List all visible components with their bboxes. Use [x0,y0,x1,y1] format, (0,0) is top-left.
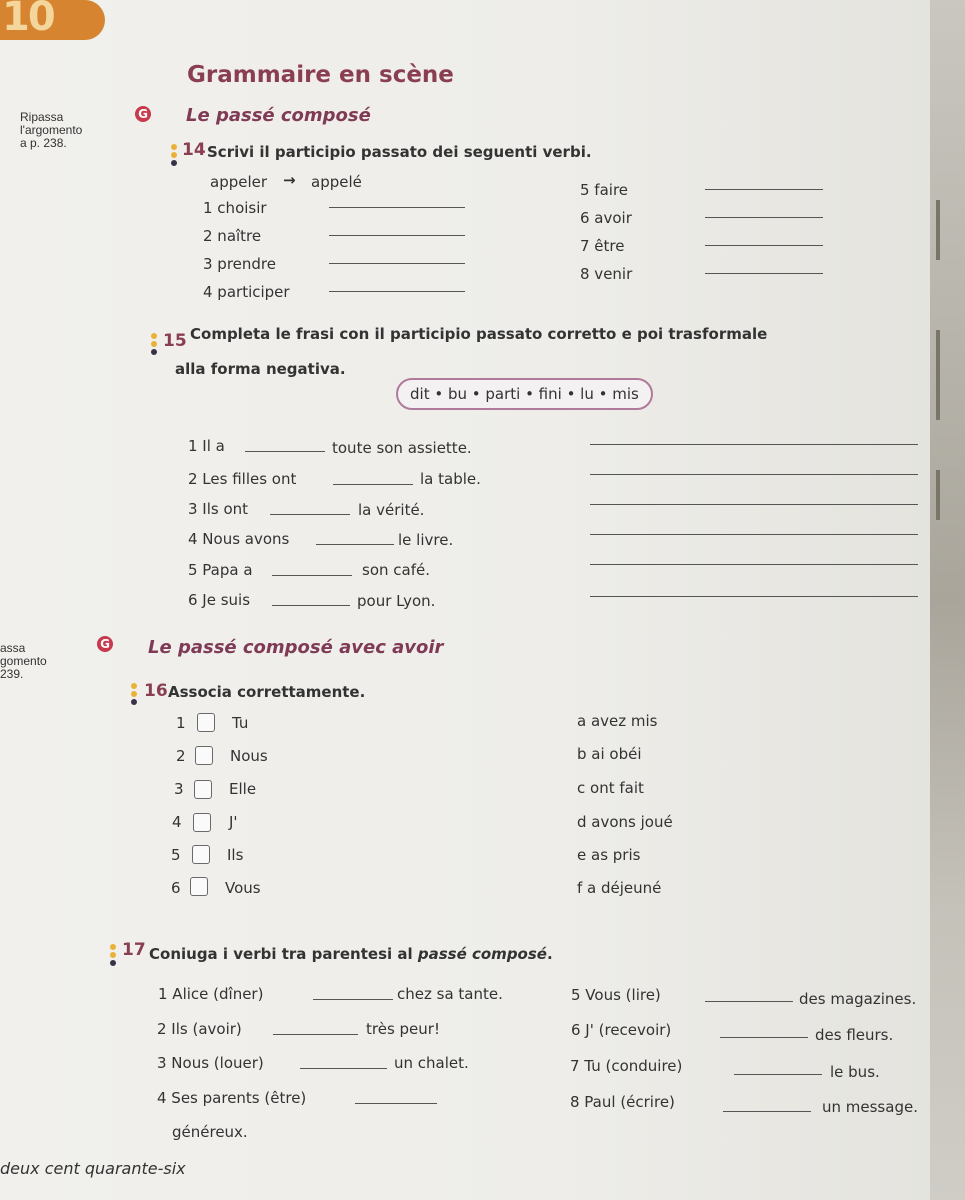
match-subject: Nous [230,747,268,765]
negative-answer-line[interactable] [590,534,918,535]
conjugation-start: 1 Alice (dîner) [158,985,264,1003]
negative-answer-line[interactable] [590,564,918,565]
match-number: 2 [176,747,186,765]
conjugation-end: très peur! [366,1020,440,1038]
blank-line[interactable] [300,1068,387,1069]
answer-line[interactable] [705,217,823,218]
conjugation-start: 8 Paul (écrire) [570,1093,675,1111]
match-checkbox[interactable] [193,813,211,832]
grammar-icon: G [97,636,113,652]
sentence-start: 2 Les filles ont [188,470,297,488]
unit-number: 10 [2,0,54,40]
review-note-line: Ripassa [20,110,64,124]
match-verb: d avons joué [577,813,673,831]
conjugation-end: le bus. [830,1063,880,1081]
review-note-1 [20,111,82,150]
blank-line[interactable] [245,451,325,452]
verb-item: 7 être [580,237,625,255]
match-subject: Tu [232,714,249,732]
difficulty-dots [151,333,158,357]
review-note-line: gomento [0,654,47,668]
match-verb: e as pris [577,846,641,864]
sentence-end: la table. [420,470,481,488]
match-verb: c ont fait [577,779,644,797]
answer-line[interactable] [705,189,823,190]
blank-line[interactable] [333,484,413,485]
review-note-line: a p. 238. [20,136,67,150]
edge-mark [936,200,940,260]
negative-answer-line[interactable] [590,444,918,445]
conjugation-end: des magazines. [799,990,917,1008]
unit-number-badge [0,0,105,40]
blank-line[interactable] [720,1037,808,1038]
blank-line[interactable] [723,1111,811,1112]
verb-item: 2 naître [203,227,262,245]
match-checkbox[interactable] [192,845,210,864]
example-participle: appelé [311,173,362,191]
match-number: 3 [174,780,184,798]
blank-line[interactable] [355,1103,437,1104]
page-title: Grammaire en scène [187,62,454,88]
exercise-15-number: 15 [163,331,187,351]
instruction-suffix: . [546,945,553,963]
answer-line[interactable] [329,207,465,208]
match-subject: J' [229,813,238,831]
blank-line[interactable] [272,605,350,606]
conjugation-end: un chalet. [394,1054,469,1072]
answer-line[interactable] [705,245,823,246]
sentence-end: la vérité. [358,501,425,519]
conjugation-start: 3 Nous (louer) [157,1054,264,1072]
negative-answer-line[interactable] [590,474,918,475]
conjugation-end: chez sa tante. [397,985,503,1003]
sentence-start: 1 Il a [188,437,225,455]
exercise-15-instruction: Completa le frasi con il participio passato corretto e poi trasformale [190,325,768,343]
review-note-line: 239. [0,667,24,681]
match-checkbox[interactable] [190,877,208,896]
edge-mark [936,470,940,520]
review-note-line: assa [0,641,26,655]
verb-item: 4 participer [203,283,290,301]
sentence-start: 4 Nous avons [188,530,290,548]
match-subject: Elle [229,780,257,798]
exercise-16-instruction: Associa correttamente. [168,683,366,701]
blank-line[interactable] [270,514,350,515]
sentence-start: 3 Ils ont [188,500,249,518]
adjacent-page-edge [930,0,965,1200]
match-checkbox[interactable] [194,780,212,799]
exercise-14-number: 14 [182,140,206,160]
review-note-2 [0,642,47,681]
match-subject: Ils [227,846,244,864]
match-subject: Vous [225,879,261,897]
conjugation-start: 2 Ils (avoir) [157,1020,242,1038]
verb-item: 1 choisir [203,199,267,217]
section-title-1: Le passé composé [186,105,371,126]
grammar-icon: G [135,106,151,122]
exercise-14-instruction: Scrivi il participio passato dei seguenti verbi. [207,143,592,161]
difficulty-dots [171,144,178,168]
sentence-start: 6 Je suis [188,591,251,609]
sentence-end: toute son assiette. [332,439,472,457]
edge-mark [936,330,940,420]
conjugation-start: 4 Ses parents (être) [157,1089,307,1107]
difficulty-dots [131,683,138,707]
blank-line[interactable] [734,1074,822,1075]
conjugation-start: 6 J' (recevoir) [571,1021,672,1039]
conjugation-start: 5 Vous (lire) [571,986,661,1004]
exercise-16-number: 16 [144,681,168,701]
conjugation-end: des fleurs. [815,1026,894,1044]
exercise-17-number: 17 [122,940,146,960]
instruction-italic: passé composé [417,945,547,963]
exercise-15-instruction-cont: alla forma negativa. [175,360,346,378]
answer-line[interactable] [329,291,465,292]
verb-item: 6 avoir [580,209,632,227]
sentence-end: le livre. [398,531,454,549]
blank-line[interactable] [705,1001,793,1002]
answer-line[interactable] [705,273,823,274]
answer-line[interactable] [329,235,465,236]
section-title-2: Le passé composé avec avoir [148,637,444,658]
match-number: 6 [171,879,181,897]
difficulty-dots [110,944,117,968]
match-checkbox[interactable] [195,746,213,765]
negative-answer-line[interactable] [590,596,918,597]
conjugation-end: un message. [822,1098,918,1116]
match-checkbox[interactable] [197,713,215,732]
conjugation-continuation: généreux. [172,1123,248,1141]
page-number-text: deux cent quarante-six [0,1159,186,1178]
sentence-end: pour Lyon. [357,592,436,610]
match-verb: b ai obéi [577,745,642,763]
sentence-start: 5 Papa a [188,561,253,579]
sentence-end: son café. [362,561,430,579]
verb-item: 3 prendre [203,255,276,273]
example-infinitive: appeler [210,173,268,191]
blank-line[interactable] [313,999,393,1000]
match-verb: a avez mis [577,712,658,730]
word-bank: dit • bu • parti • fini • lu • mis [396,378,653,410]
arrow-icon: → [283,171,296,189]
exercise-17-instruction [149,945,553,963]
conjugation-start: 7 Tu (conduire) [570,1057,683,1075]
blank-line[interactable] [316,544,394,545]
review-note-line: l'argomento [20,123,83,137]
negative-answer-line[interactable] [590,504,918,505]
match-number: 1 [176,714,186,732]
answer-line[interactable] [329,263,465,264]
match-verb: f a déjeuné [577,879,662,897]
verb-item: 5 faire [580,181,629,199]
blank-line[interactable] [273,1034,358,1035]
match-number: 5 [171,846,181,864]
match-number: 4 [172,813,182,831]
blank-line[interactable] [272,575,352,576]
verb-item: 8 venir [580,265,633,283]
instruction-text: Coniuga i verbi tra parentesi al [149,945,413,963]
